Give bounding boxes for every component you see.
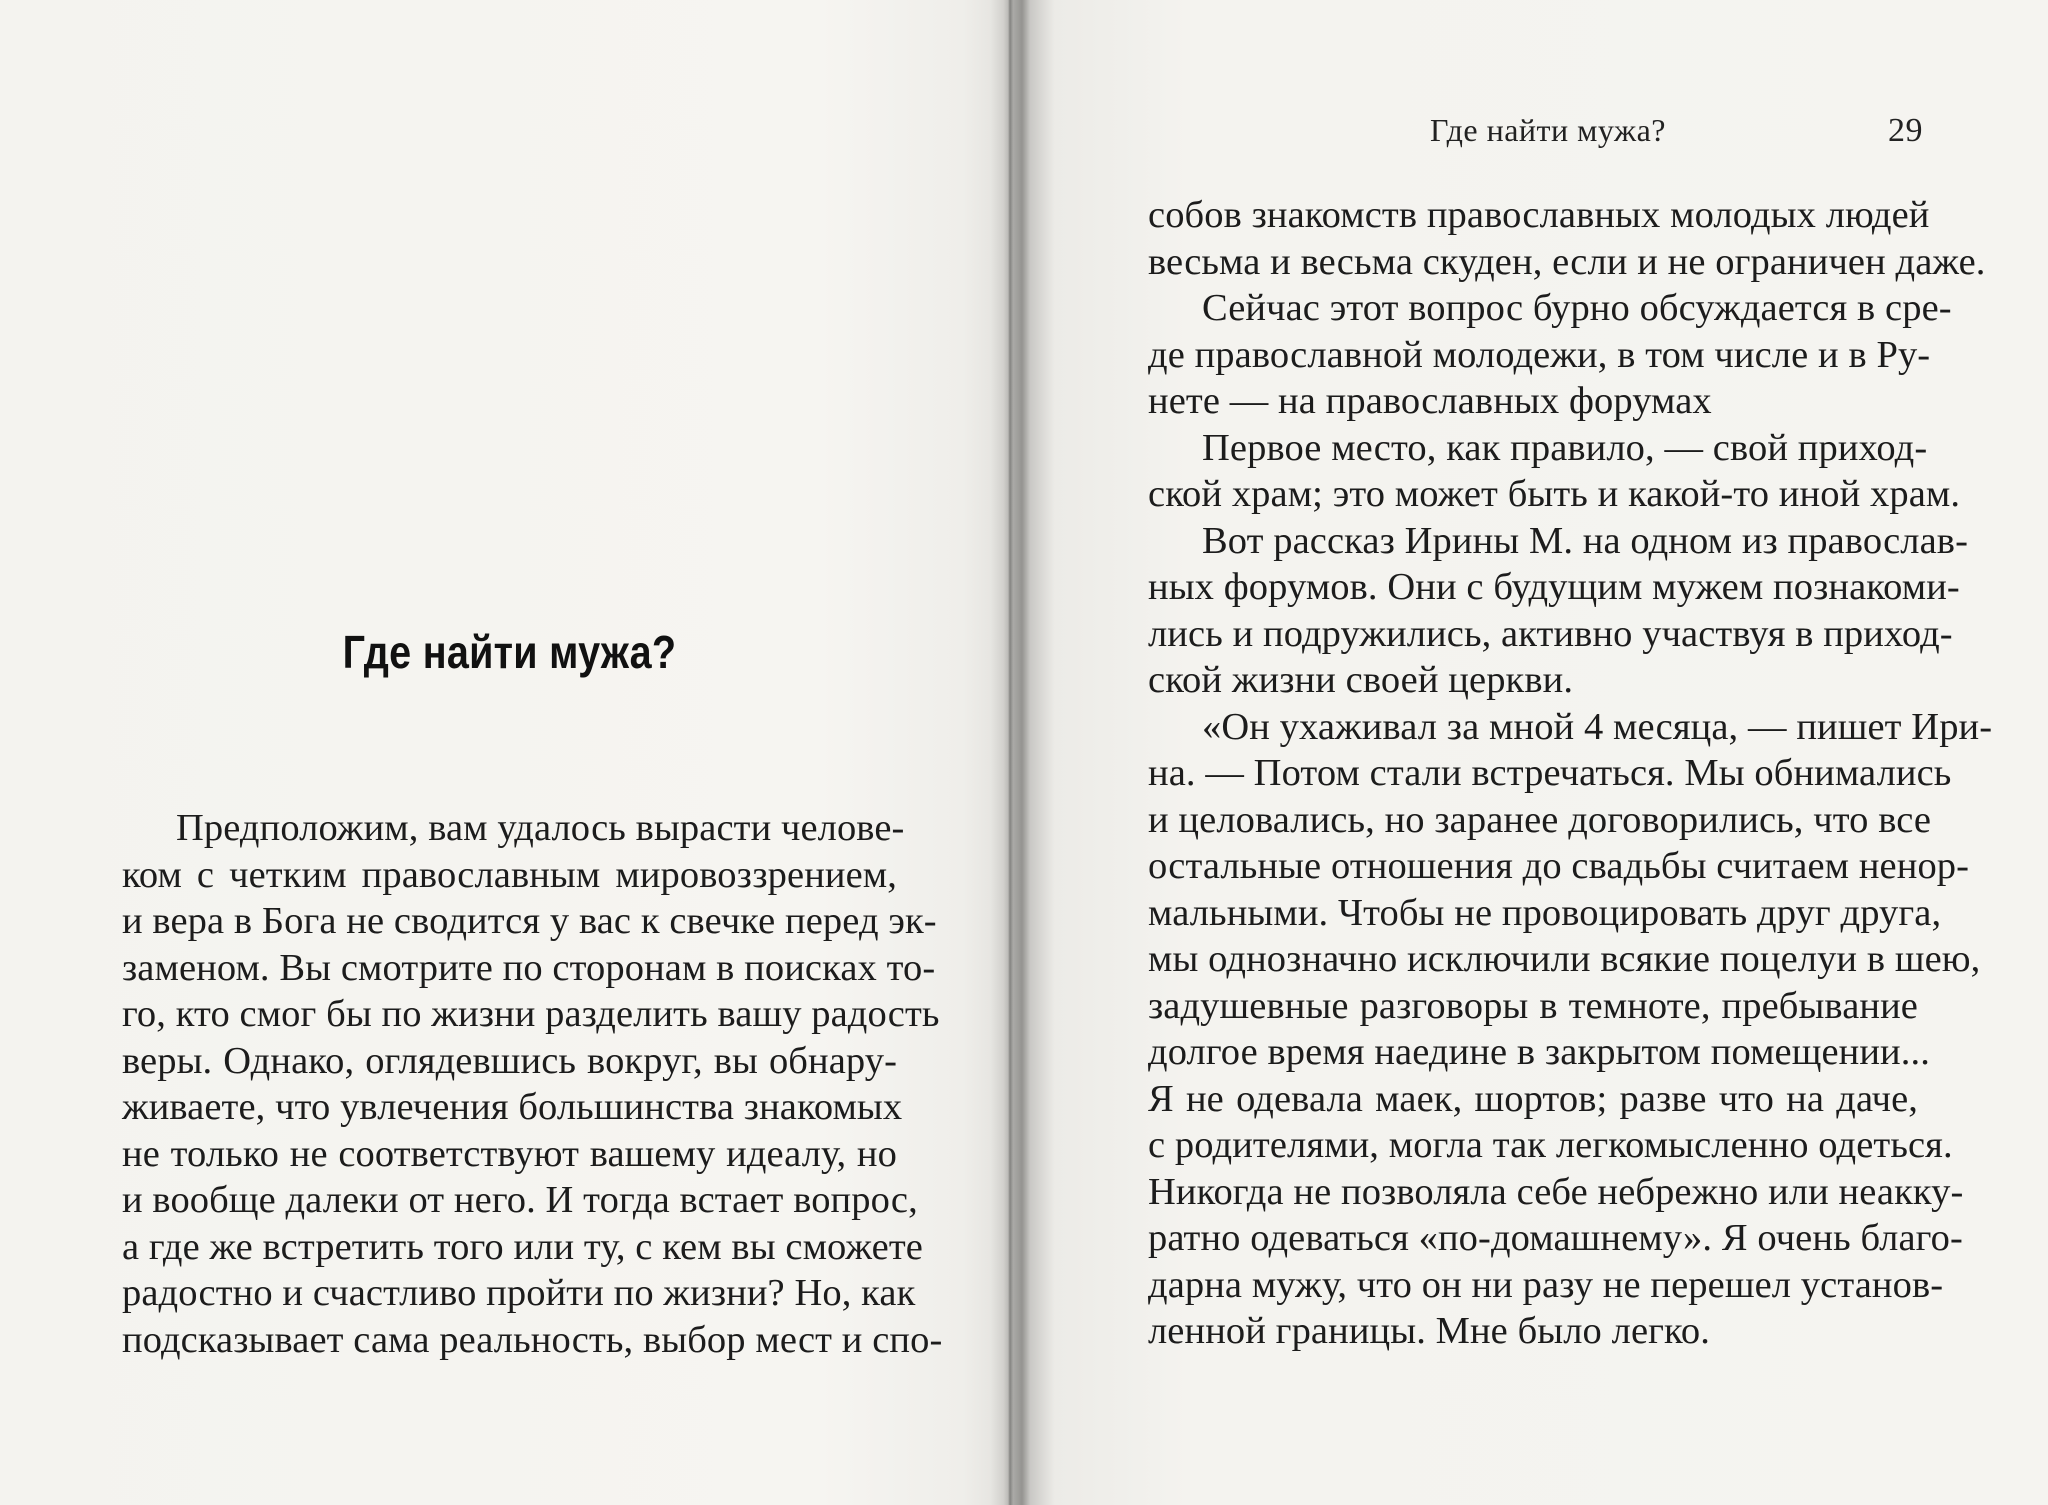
- text-line: ленной границы. Мне было легко.: [1148, 1310, 1710, 1352]
- text-line: и целовались, но заранее договорились, что все: [1148, 798, 1932, 841]
- left-page-text: [122, 805, 943, 1363]
- text-line: нете — на православных форумах: [1148, 380, 1712, 422]
- text-line: мальными. Чтобы не провоцировать друг друга,: [1148, 891, 1942, 934]
- right-page: [1030, 0, 2048, 1505]
- text-line: лись и подружились, активно участвуя в приход-: [1148, 612, 1953, 655]
- text-line: ратно одеваться «по-домашнему». Я очень благо-: [1148, 1217, 1963, 1259]
- text-line: ской жизни своей церкви.: [1148, 659, 1574, 701]
- text-line: мы однозначно исключили всякие поцелуи в шею,: [1148, 938, 1981, 980]
- text-line: живаете, что увлечения большинства знакомых: [122, 1086, 903, 1128]
- text-line: Предположим, вам удалось вырасти челове-: [176, 807, 905, 849]
- text-line: и вера в Бога не сводится у вас к свечке перед эк-: [122, 900, 937, 942]
- text-line: ской храм; это может быть и какой-то иной храм.: [1148, 473, 1961, 515]
- text-line: Сейчас этот вопрос бурно обсуждается в сре-: [1202, 287, 1952, 329]
- text-line: де православной молодежи, в том числе и в Ру-: [1148, 333, 1931, 376]
- text-line: подсказывает сама реальность, выбор мест и спо-: [122, 1318, 943, 1361]
- text-line: Вот рассказ Ирины М. на одном из православ-: [1202, 519, 1969, 562]
- text-line: с родителями, могла так легкомысленно одеться.: [1148, 1124, 1953, 1166]
- running-title: Где найти мужа?: [1430, 112, 1666, 148]
- text-line: собов знакомств православных молодых людей: [1148, 194, 1930, 236]
- text-line: задушевные разговоры в темноте, пребывание: [1148, 984, 1918, 1027]
- text-line: Я не одевала маек, шортов; разве что на даче,: [1148, 1077, 1918, 1120]
- text-line: а где же встретить того или ту, с кем вы сможете: [122, 1225, 923, 1268]
- text-line: долгое время наедине в закрытом помещении...: [1148, 1031, 1930, 1073]
- text-line: го, кто смог бы по жизни разделить вашу радость: [122, 993, 940, 1035]
- text-line: «Он ухаживал за мной 4 месяца, — пишет Ири-: [1202, 705, 1993, 748]
- text-line: дарна мужу, что он ни разу не перешел установ-: [1148, 1263, 1944, 1306]
- text-line: на. — Потом стали встречаться. Мы обнимались: [1148, 752, 1952, 794]
- text-line: ком с четким православным мировоззрением,: [122, 853, 897, 896]
- text-line: Никогда не позволяла себе небрежно или неакку-: [1148, 1170, 1964, 1213]
- right-page-text: [1148, 192, 1993, 1355]
- text-line: весьма и весьма скуден, если и не ограничен даже.: [1148, 240, 1986, 283]
- left-page: [0, 0, 1010, 1505]
- chapter-title: Где найти мужа?: [342, 626, 677, 678]
- text-line: остальные отношения до свадьбы считаем ненор-: [1148, 845, 1970, 887]
- text-line: не только не соответствуют вашему идеалу, но: [122, 1132, 897, 1175]
- text-line: веры. Однако, оглядевшись вокруг, вы обнару-: [122, 1039, 897, 1082]
- text-line: и вообще далеки от него. И тогда встает вопрос,: [122, 1179, 918, 1221]
- text-line: ных форумов. Они с будущим мужем познакоми-: [1148, 566, 1960, 608]
- text-line: радостно и счастливо пройти по жизни? Но, как: [122, 1272, 916, 1314]
- text-line: заменом. Вы смотрите по сторонам в поисках то-: [122, 946, 936, 989]
- page-number: 29: [1888, 112, 1923, 149]
- text-line: Первое место, как правило, — свой приход-: [1202, 426, 1928, 469]
